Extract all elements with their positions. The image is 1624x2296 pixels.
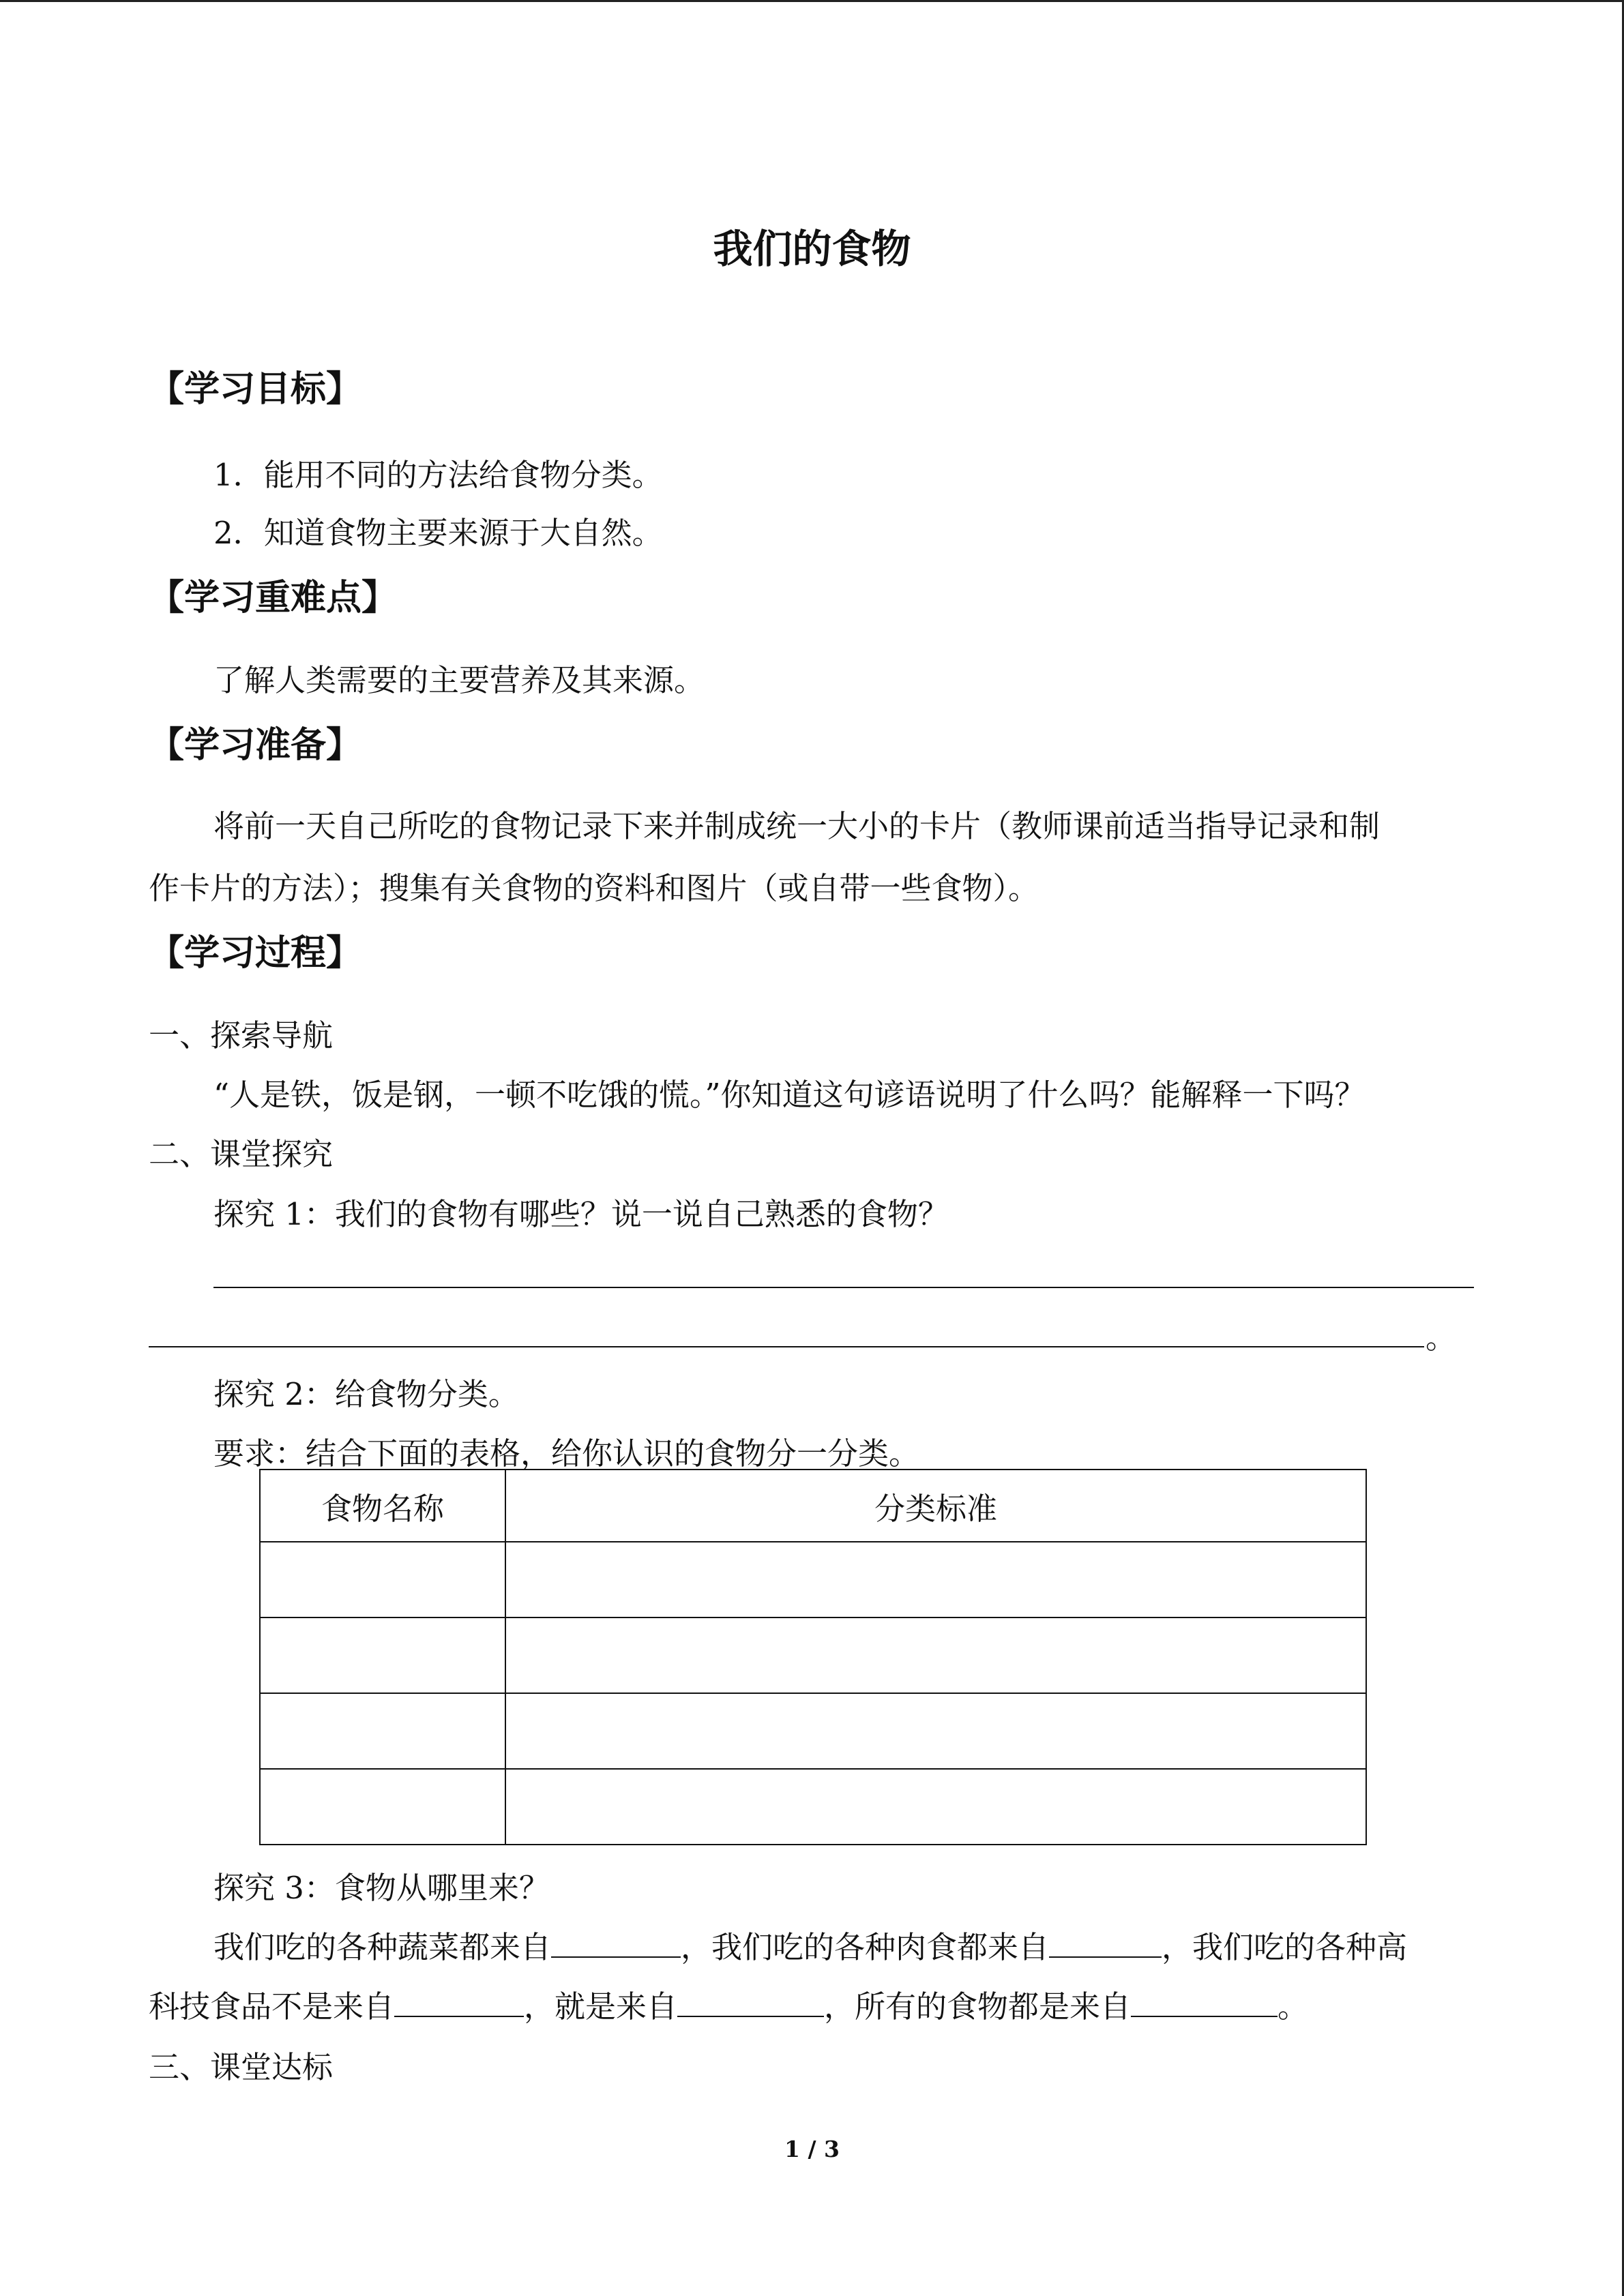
answer-line-end: 。 xyxy=(1426,1320,1457,1356)
explore-1-question: 探究 1：我们的食物有哪些？说一说自己熟悉的食物？ xyxy=(213,1196,949,1232)
heading-process: 【学习过程】 xyxy=(149,933,362,974)
blank-meat-source[interactable] xyxy=(1049,1926,1162,1958)
explore-3-title: 探究 3：食物从哪里来？ xyxy=(213,1870,550,1906)
blank-hitech-source-1[interactable] xyxy=(394,1985,524,2017)
preparation-line-2: 作卡片的方法）；搜集有关食物的资料和图片（或自带一些食物）。 xyxy=(149,870,1039,906)
page-number: 1 / 3 xyxy=(784,2136,840,2162)
blank-all-food-source[interactable] xyxy=(1131,1985,1278,2017)
fill-line-1-text-c: ，我们吃的各种高 xyxy=(1162,1929,1408,1965)
table-row xyxy=(260,1617,1366,1693)
answer-line-2[interactable] xyxy=(149,1346,1424,1347)
table-cell-standard[interactable] xyxy=(505,1769,1366,1845)
classification-table xyxy=(259,1469,1367,1845)
blank-vegetables-source[interactable] xyxy=(551,1926,681,1958)
table-header-row xyxy=(260,1470,1366,1542)
part-1-text: “人是铁，饭是钢，一顿不吃饿的慌。”你知道这句谚语说明了什么吗？能解释一下吗？ xyxy=(213,1077,1365,1113)
heading-preparation: 【学习准备】 xyxy=(149,725,362,766)
fill-line-1-text-b: ，我们吃的各种肉食都来自 xyxy=(681,1929,1050,1965)
fill-line-2-text-b: ，就是来自 xyxy=(524,1988,678,2025)
fill-line-2-text-a: 科技食品不是来自 xyxy=(149,1988,395,2025)
table-row xyxy=(260,1693,1366,1769)
table-cell-standard[interactable] xyxy=(505,1542,1366,1617)
part-1-title: 一、探索导航 xyxy=(149,1017,334,1054)
heading-key-points: 【学习重难点】 xyxy=(149,578,398,618)
table-row xyxy=(260,1769,1366,1845)
fill-line-2 xyxy=(149,1982,1308,2026)
key-points-text: 了解人类需要的主要营养及其来源。 xyxy=(213,662,705,698)
table-cell-food-name[interactable] xyxy=(260,1542,505,1617)
explore-2-requirement: 要求：结合下面的表格，给你认识的食物分一分类。 xyxy=(213,1435,920,1472)
table-cell-food-name[interactable] xyxy=(260,1693,505,1769)
table-row xyxy=(260,1542,1366,1617)
heading-objectives: 【学习目标】 xyxy=(149,369,362,410)
header-food-name: 食物名称 xyxy=(260,1470,505,1542)
explore-2-title: 探究 2：给食物分类。 xyxy=(213,1376,519,1412)
page-title: 我们的食物 xyxy=(713,226,911,272)
answer-line-1[interactable] xyxy=(213,1287,1474,1288)
preparation-line-1: 将前一天自己所吃的食物记录下来并制成统一大小的卡片（教师课前适当指导记录和制 xyxy=(213,808,1381,844)
table-cell-standard[interactable] xyxy=(505,1693,1366,1769)
table-cell-standard[interactable] xyxy=(505,1617,1366,1693)
blank-hitech-source-2[interactable] xyxy=(677,1985,824,2017)
fill-line-1 xyxy=(213,1922,1407,1967)
table-cell-food-name[interactable] xyxy=(260,1617,505,1693)
table-cell-food-name[interactable] xyxy=(260,1769,505,1845)
fill-line-2-text-d: 。 xyxy=(1278,1988,1309,2025)
fill-line-1-text-a: 我们吃的各种蔬菜都来自 xyxy=(213,1929,552,1965)
part-2-title: 二、课堂探究 xyxy=(149,1136,334,1172)
header-classification-standard: 分类标准 xyxy=(505,1470,1366,1542)
part-3-title: 三、课堂达标 xyxy=(149,2049,334,2085)
objective-item-1: 1．能用不同的方法给食物分类。 xyxy=(213,457,663,493)
objective-item-2: 2．知道食物主要来源于大自然。 xyxy=(213,515,663,551)
fill-line-2-text-c: ，所有的食物都是来自 xyxy=(824,1988,1132,2025)
